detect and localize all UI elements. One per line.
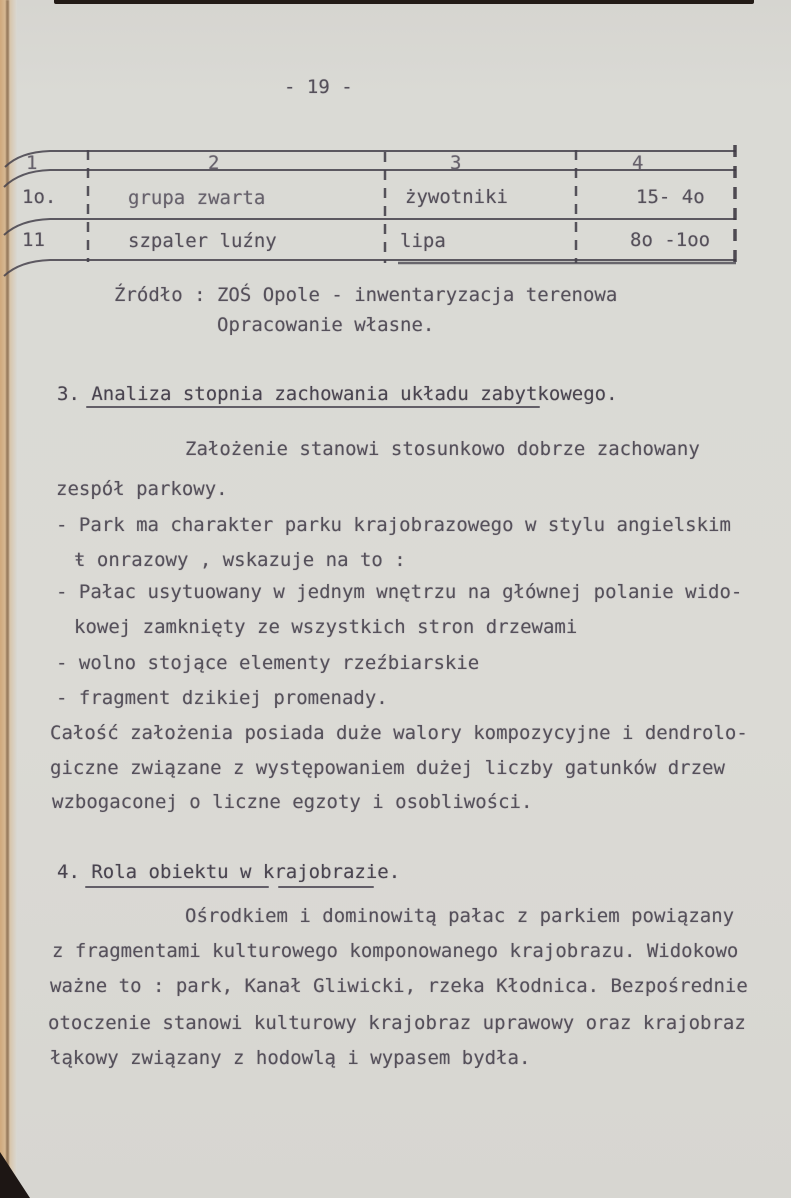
text-line: giczne związane z występowaniem dużej liczby gatunków drzew — [50, 757, 725, 779]
text-line: zespół parkowy. — [56, 478, 228, 500]
text-line: Ośrodkiem i dominowitą pałac z parkiem powiązany — [185, 905, 735, 927]
table-cell-species: żywotniki — [405, 186, 508, 208]
text-line: - wolno stojące elementy rzeźbiarskie — [56, 652, 480, 674]
source-note-line: Opracowanie własne. — [217, 314, 435, 336]
table-cell-range: 15- 4o — [636, 186, 705, 208]
section-4-heading: 4. Rola obiektu w krajobrazie. — [57, 861, 401, 883]
table-rules — [0, 0, 791, 300]
table-col-header: 1 — [26, 152, 38, 174]
page-number: - 19 - — [284, 76, 353, 98]
text-line: - fragment dzikiej promenady. — [56, 687, 388, 709]
table-col-header: 3 — [450, 152, 462, 174]
text-line: Całość założenia posiada duże walory kompozycyjne i dendrolo- — [50, 722, 748, 744]
scan-corner-shadow — [0, 1152, 30, 1198]
source-note-line: Źródło : ZOŚ Opole - inwentaryzacja terenowa — [114, 284, 618, 306]
section-4-underline — [85, 886, 269, 888]
table-cell-ordinal: 1o. — [22, 186, 57, 208]
table-col-header: 2 — [208, 152, 220, 174]
text-line: ŧ onrazowy , wskazuje na to : — [74, 549, 406, 571]
table-cell-ordinal: 11 — [22, 229, 45, 251]
text-line: ważne to : park, Kanał Gliwicki, rzeka Kłodnica. Bezpośrednie — [50, 975, 748, 997]
section-3-underline — [86, 406, 540, 408]
table-cell-range: 8o -1oo — [630, 229, 711, 251]
text-line: Założenie stanowi stosunkowo dobrze zachowany — [185, 438, 700, 460]
text-line: wzbogaconej o liczne egzoty i osobliwości. — [52, 791, 533, 813]
text-line: kowej zamknięty ze wszystkich stron drzewami — [74, 616, 578, 638]
section-3-heading: 3. Analiza stopnia zachowania układu zabytkowego. — [57, 383, 618, 405]
text-line: z fragmentami kulturowego komponowanego krajobrazu. Widokowo — [52, 940, 739, 962]
table-cell-species: lipa — [400, 230, 446, 252]
text-line: łąkowy związany z hodowlą i wypasem bydła. — [50, 1047, 531, 1069]
table-col-header: 4 — [632, 152, 644, 174]
table-cell-form: grupa zwarta — [128, 187, 266, 209]
text-line: - Pałac usytuowany w jednym wnętrzu na głównej polanie wido- — [56, 581, 743, 603]
section-4-underline — [278, 886, 374, 888]
table-cell-form: szpaler luźny — [128, 230, 277, 252]
text-line: - Park ma charakter parku krajobrazowego w stylu angielskim — [56, 514, 731, 536]
text-line: otoczenie stanowi kulturowy krajobraz uprawowy oraz krajobraz — [48, 1012, 746, 1034]
